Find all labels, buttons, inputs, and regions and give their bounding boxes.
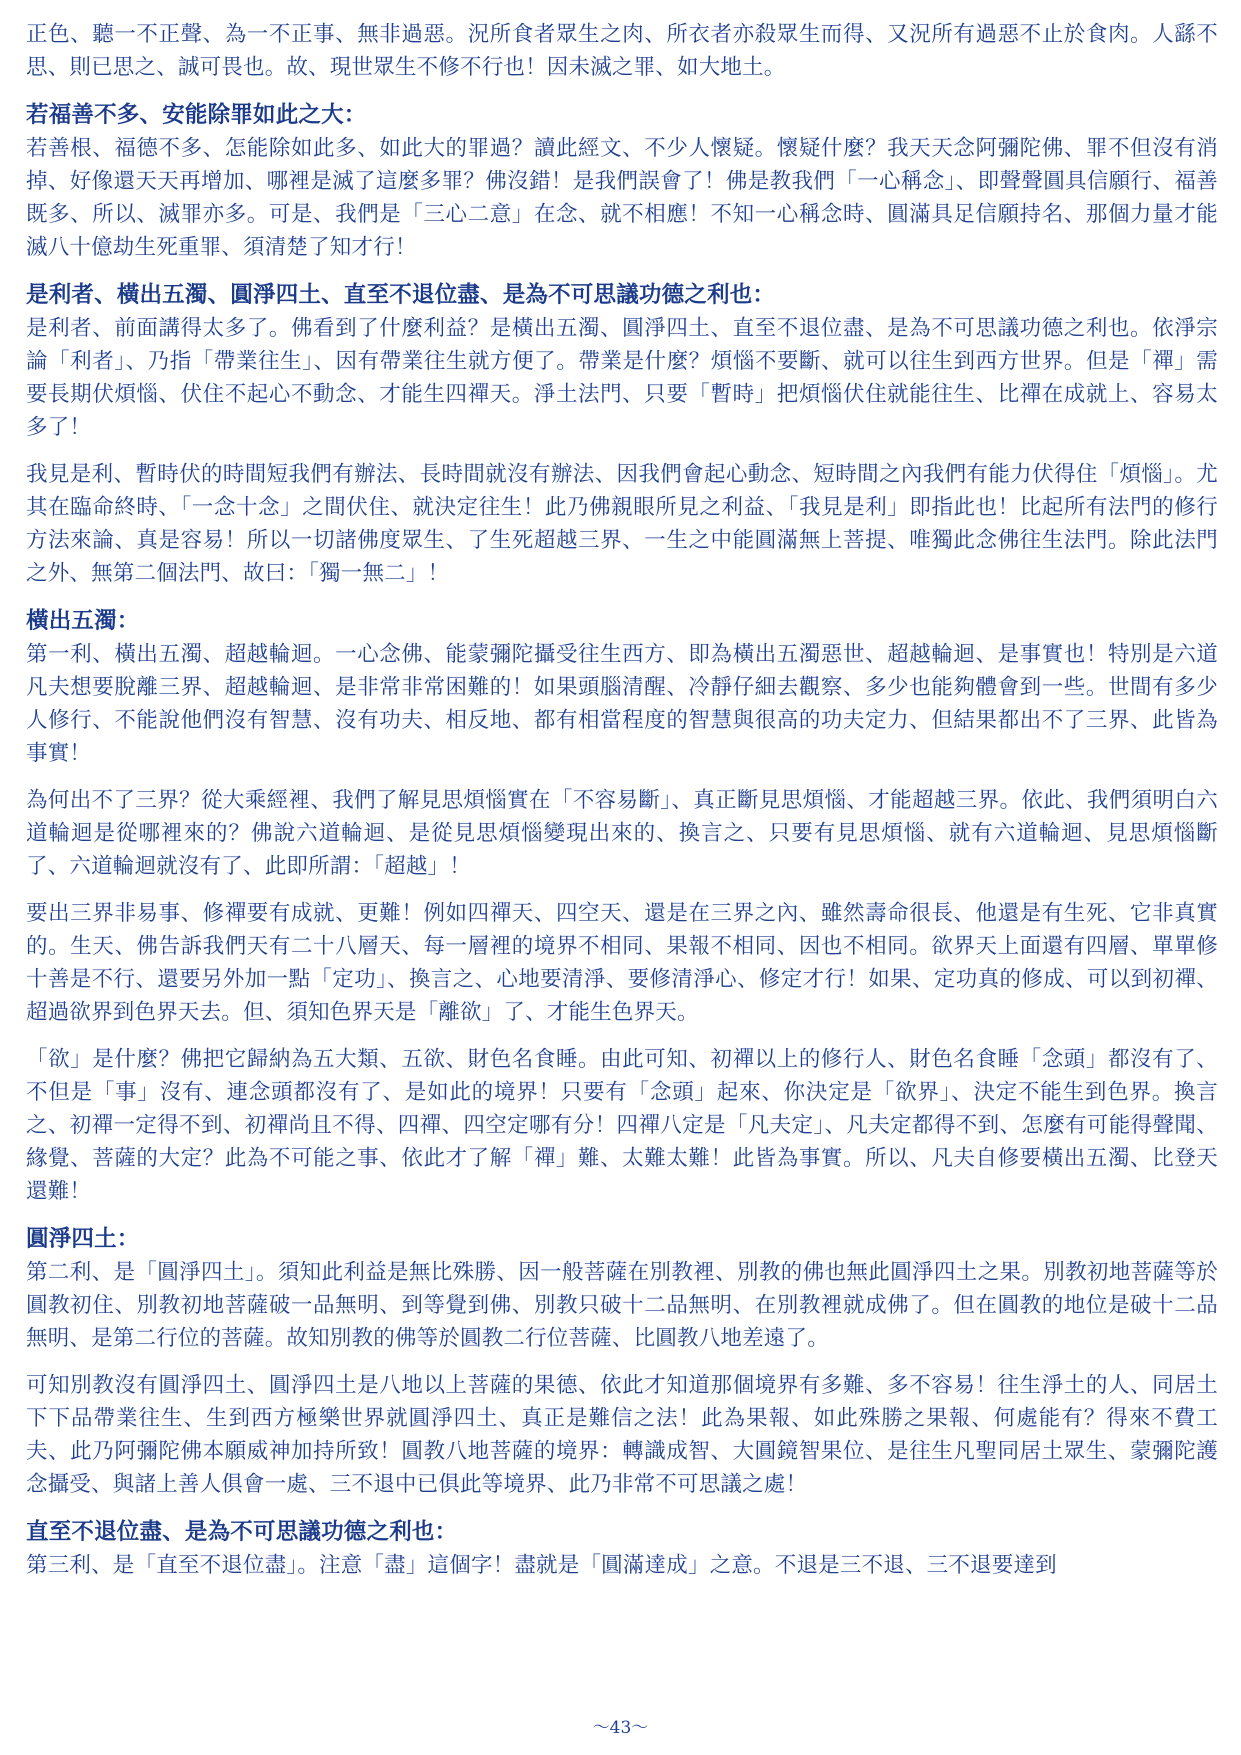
paragraph-four-lands-1: 第二利、是「圓淨四土」。須知此利益是無比殊勝、因一般菩薩在別教裡、別教的佛也無此圓淨四土之果。別教初地菩薩等於圓教初住、別教初地菩薩破一品無明、到等覺到佛、別教只破十二品無明、在別教裡就成佛了。但在圓教的地位是破十二品無明、是第二行位的菩薩。故知別教的佛等於圓教二行位菩薩、比圓教八地差遠了。 (26, 1260, 1218, 1351)
paragraph-merit: 若善根、福德不多、怎能除如此多、如此大的罪過？讀此經文、不少人懷疑。懷疑什麼？我天天念阿彌陀佛、罪不但沒有消掉、好像還天天再增加、哪裡是滅了這麼多罪？佛沒錯！是我們誤會了！佛是教我們「一心稱念」、即聲聲圓具信願行、福善既多、所以、滅罪亦多。可是、我們是「三心二意」在念、就不相應！不知一心稱念時、圓滿具足信願持名、那個力量才能滅八十億劫生死重罪、須清楚了知才行！ (26, 136, 1218, 260)
page-number: ～43～ (592, 1718, 649, 1738)
paragraph-non-retreat: 第三利、是「直至不退位盡」。注意「盡」這個字！盡就是「圓滿達成」之意。不退是三不退、三不退要達到 (26, 1553, 1057, 1578)
section-heading-non-retreat: 直至不退位盡、是為不可思議功德之利也： (26, 1519, 458, 1545)
document-page (26, 18, 1218, 1718)
paragraph-benefit-1: 是利者、前面講得太多了。佛看到了什麼利益？是橫出五濁、圓淨四土、直至不退位盡、是為不可思議功德之利也。依淨宗論「利者」、乃指「帶業往生」、因有帶業往生就方便了。帶業是什麼？煩惱不要斷、就可以往生到西方世界。但是「禪」需要長期伏煩惱、伏住不起心不動念、才能生四禪天。淨土法門、只要「暫時」把煩惱伏住就能往生、比禪在成就上、容易太多了！ (26, 316, 1218, 440)
paragraph-five-turbidities-2: 為何出不了三界？從大乘經裡、我們了解見思煩惱實在「不容易斷」、真正斷見思煩惱、才能超越三界。依此、我們須明白六道輪迴是從哪裡來的？佛說六道輪迴、是從見思煩惱變現出來的、換言之、只要有見思煩惱、就有六道輪迴、見思煩惱斷了、六道輪迴就沒有了、此即所謂：「超越」！ (26, 788, 1218, 879)
section-heading-four-lands: 圓淨四土： (26, 1226, 140, 1252)
paragraph-five-turbidities-4: 「欲」是什麼？佛把它歸納為五大類、五欲、財色名食睡。由此可知、初禪以上的修行人、財色名食睡「念頭」都沒有了、不但是「事」沒有、連念頭都沒有了、是如此的境界！只要有「念頭」起來、你決定是「欲界」、決定不能生到色界。換言之、初禪一定得不到、初禪尚且不得、四禪、四空定哪有分！四禪八定是「凡夫定」、凡夫定都得不到、怎麼有可能得聲聞、緣覺、菩薩的大定？此為不可能之事、依此才了解「禪」難、太難太難！此皆為事實。所以、凡夫自修要橫出五濁、比登天還難！ (26, 1047, 1218, 1204)
section-heading-benefit: 是利者、橫出五濁、圓淨四土、直至不退位盡、是為不可思議功德之利也： (26, 282, 776, 308)
paragraph-benefit-2: 我見是利、暫時伏的時間短我們有辦法、長時間就沒有辦法、因我們會起心動念、短時間之內我們有能力伏得住「煩惱」。尤其在臨命終時、「一念十念」之間伏住、就決定往生！此乃佛親眼所見之利益、「我見是利」即指此也！比起所有法門的修行方法來論、真是容易！所以一切諸佛度眾生、了生死超越三界、一生之中能圓滿無上菩提、唯獨此念佛往生法門。除此法門之外、無第二個法門、故曰：「獨一無二」！ (26, 462, 1218, 586)
paragraph-four-lands-2: 可知別教沒有圓淨四土、圓淨四土是八地以上菩薩的果德、依此才知道那個境界有多難、多不容易！往生淨土的人、同居土下下品帶業往生、生到西方極樂世界就圓淨四土、真正是難信之法！此為果報、如此殊勝之果報、何處能有？得來不費工夫、此乃阿彌陀佛本願威神加持所致！圓教八地菩薩的境界：轉識成智、大圓鏡智果位、是往生凡聖同居土眾生、蒙彌陀護念攝受、與諸上善人俱會一處、三不退中已俱此等境界、此乃非常不可思議之處！ (26, 1373, 1218, 1497)
section-heading-merit: 若福善不多、安能除罪如此之大： (26, 102, 367, 128)
section-heading-five-turbidities: 橫出五濁： (26, 608, 140, 634)
paragraph-five-turbidities-1: 第一利、橫出五濁、超越輪迴。一心念佛、能蒙彌陀攝受往生西方、即為橫出五濁惡世、超越輪迴、是事實也！特別是六道凡夫想要脫離三界、超越輪迴、是非常非常困難的！如果頭腦清醒、冷靜仔細去觀察、多少也能夠體會到一些。世間有多少人修行、不能說他們沒有智慧、沒有功夫、相反地、都有相當程度的智慧與很高的功夫定力、但結果都出不了三界、此皆為事實！ (26, 642, 1218, 766)
paragraph-intro: 正色、聽一不正聲、為一不正事、無非過惡。況所食者眾生之肉、所衣者亦殺眾生而得、又況所有過惡不止於食肉。人繇不思、則已思之、誠可畏也。故、現世眾生不修不行也！因未滅之罪、如大地土。 (26, 22, 1218, 80)
paragraph-five-turbidities-3: 要出三界非易事、修禪要有成就、更難！例如四禪天、四空天、還是在三界之內、雖然壽命很長、他還是有生死、它非真實的。生天、佛告訴我們天有二十八層天、每一層裡的境界不相同、果報不相同、因也不相同。欲界天上面還有四層、單單修十善是不行、還要另外加一點「定功」、換言之、心地要清淨、要修清淨心、修定才行！如果、定功真的修成、可以到初禪、超過欲界到色界天去。但、須知色界天是「離欲」了、才能生色界天。 (26, 901, 1218, 1025)
